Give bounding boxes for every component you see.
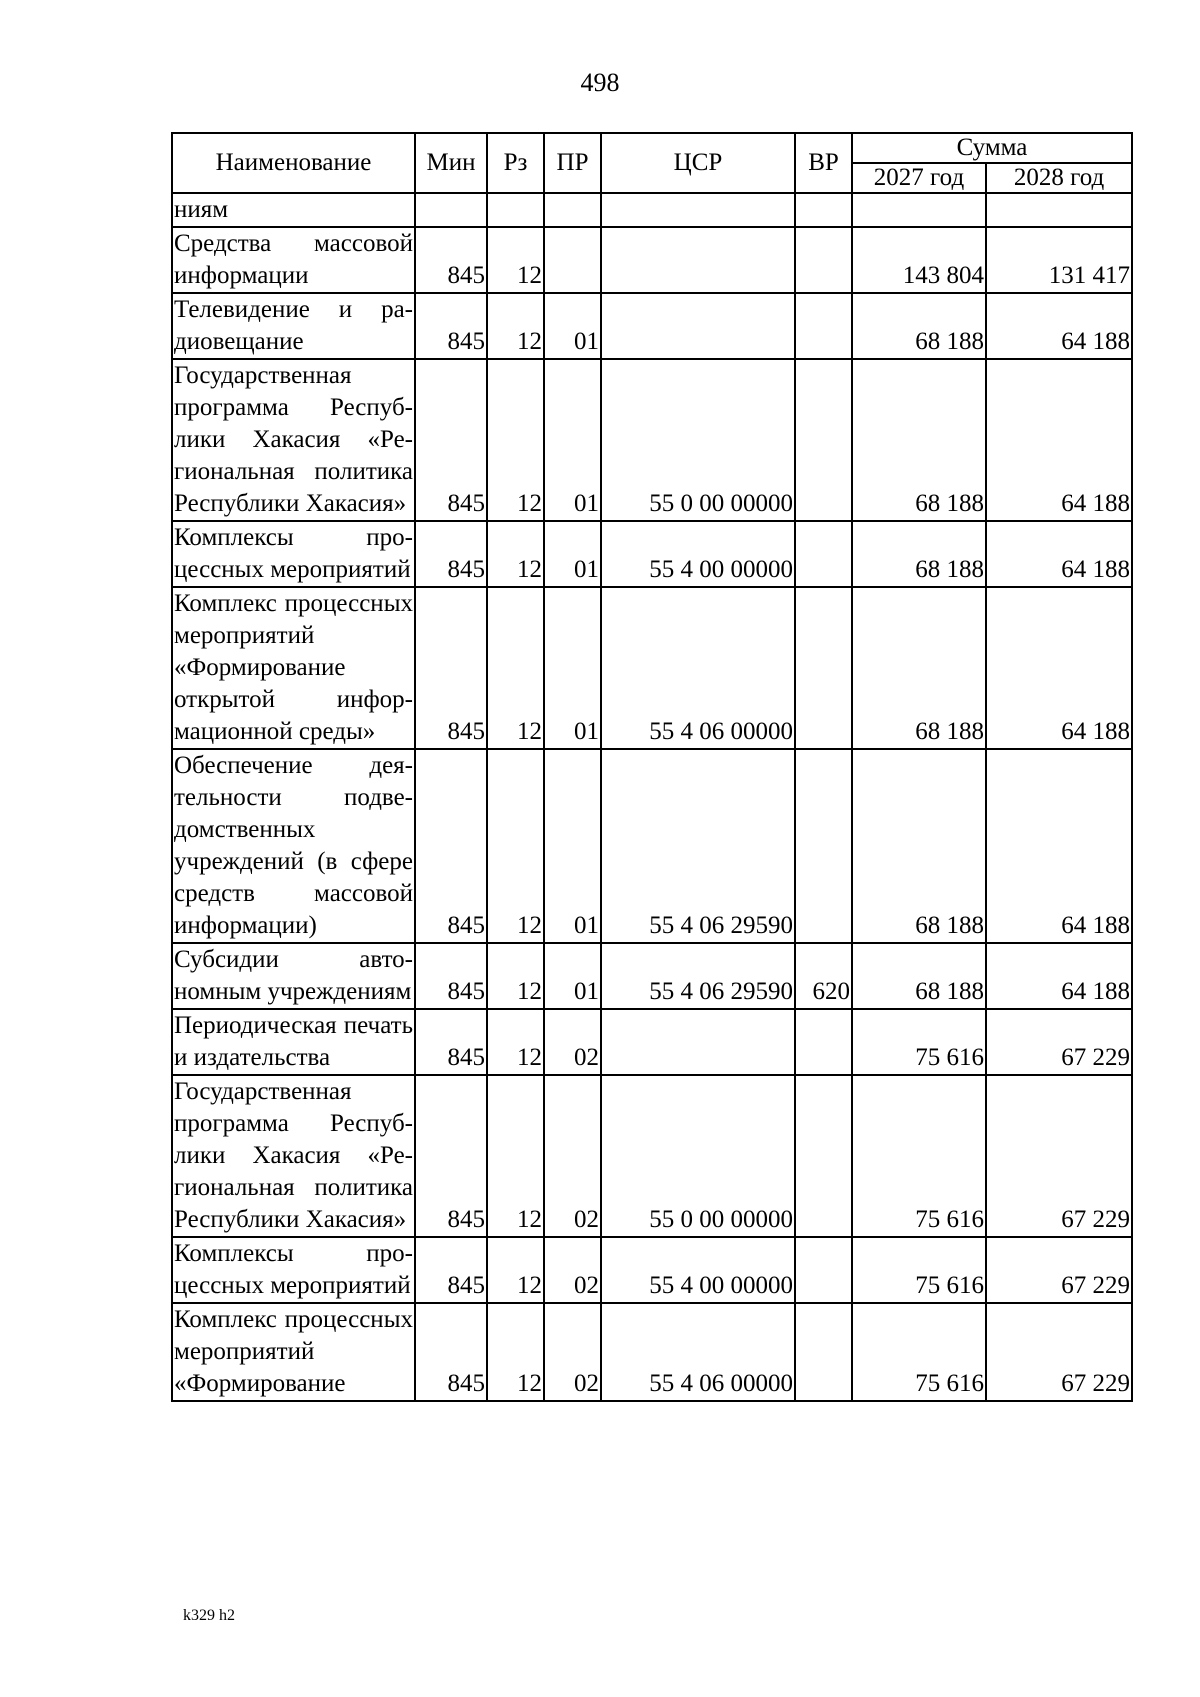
cell-vr (795, 1075, 852, 1237)
cell-pr: 01 (544, 587, 601, 749)
cell-csr (601, 227, 795, 293)
cell-vr (795, 1237, 852, 1303)
cell-sum-2027: 68 188 (852, 521, 986, 587)
header-year-2027: 2027 год (852, 163, 986, 193)
cell-min: 845 (415, 293, 487, 359)
cell-rz: 12 (487, 1009, 544, 1075)
header-vr: ВР (795, 133, 852, 193)
cell-name: Государственная программа Республики Хакасия «Региональная политика Республики Хакасия» (172, 1075, 415, 1237)
cell-sum-2028: 67 229 (986, 1237, 1132, 1303)
cell-min (415, 193, 487, 227)
cell-pr: 02 (544, 1075, 601, 1237)
cell-csr: 55 4 06 00000 (601, 587, 795, 749)
header-year-2028: 2028 год (986, 163, 1132, 193)
cell-pr: 02 (544, 1237, 601, 1303)
cell-name: ниям (172, 193, 415, 227)
cell-name: Обеспечение деятельности подведомственных учреждений (в сфере средств массовой информации) (172, 749, 415, 943)
cell-vr: 620 (795, 943, 852, 1009)
cell-sum-2028: 67 229 (986, 1303, 1132, 1401)
cell-name: Комплексы процессных мероприятий (172, 521, 415, 587)
cell-min: 845 (415, 1237, 487, 1303)
cell-sum-2028: 64 188 (986, 943, 1132, 1009)
cell-sum-2028: 64 188 (986, 359, 1132, 521)
cell-csr: 55 4 00 00000 (601, 1237, 795, 1303)
cell-name: Комплексы процессных мероприятий (172, 1237, 415, 1303)
cell-vr (795, 359, 852, 521)
cell-rz: 12 (487, 1075, 544, 1237)
cell-sum-2027: 75 616 (852, 1009, 986, 1075)
cell-sum-2027: 68 188 (852, 359, 986, 521)
table-row (172, 1009, 1132, 1075)
cell-min: 845 (415, 943, 487, 1009)
cell-vr (795, 193, 852, 227)
header-pr: ПР (544, 133, 601, 193)
cell-csr: 55 4 06 29590 (601, 943, 795, 1009)
header-rz: Рз (487, 133, 544, 193)
table-body (172, 193, 1132, 1401)
cell-pr: 02 (544, 1303, 601, 1401)
cell-rz: 12 (487, 749, 544, 943)
cell-sum-2027: 75 616 (852, 1075, 986, 1237)
table-row (172, 1075, 1132, 1237)
cell-vr (795, 521, 852, 587)
cell-sum-2027: 75 616 (852, 1303, 986, 1401)
cell-sum-2027: 75 616 (852, 1237, 986, 1303)
cell-name: Средства массовой информации (172, 227, 415, 293)
cell-min: 845 (415, 227, 487, 293)
budget-table (171, 132, 1133, 1402)
cell-vr (795, 227, 852, 293)
cell-sum-2028: 64 188 (986, 749, 1132, 943)
cell-rz: 12 (487, 359, 544, 521)
cell-vr (795, 1009, 852, 1075)
cell-sum-2028: 64 188 (986, 587, 1132, 749)
cell-sum-2027: 68 188 (852, 943, 986, 1009)
cell-min: 845 (415, 749, 487, 943)
table-row (172, 293, 1132, 359)
cell-csr (601, 1009, 795, 1075)
cell-pr (544, 193, 601, 227)
cell-sum-2028: 64 188 (986, 293, 1132, 359)
cell-vr (795, 587, 852, 749)
cell-csr (601, 293, 795, 359)
table-row (172, 193, 1132, 227)
cell-name: Государственная программа Республики Хакасия «Региональная политика Республики Хакасия» (172, 359, 415, 521)
cell-min: 845 (415, 359, 487, 521)
cell-rz: 12 (487, 1237, 544, 1303)
cell-rz: 12 (487, 943, 544, 1009)
cell-csr (601, 193, 795, 227)
cell-min: 845 (415, 587, 487, 749)
table-row (172, 1303, 1132, 1401)
table-row (172, 587, 1132, 749)
cell-min: 845 (415, 1303, 487, 1401)
cell-sum-2027: 68 188 (852, 587, 986, 749)
table-row (172, 359, 1132, 521)
cell-vr (795, 749, 852, 943)
cell-csr: 55 4 06 00000 (601, 1303, 795, 1401)
cell-min: 845 (415, 521, 487, 587)
cell-pr: 01 (544, 749, 601, 943)
cell-rz (487, 193, 544, 227)
header-name: Наименование (172, 133, 415, 193)
table-row (172, 227, 1132, 293)
table-row (172, 1237, 1132, 1303)
cell-sum-2027: 143 804 (852, 227, 986, 293)
cell-csr: 55 0 00 00000 (601, 359, 795, 521)
cell-sum-2028: 67 229 (986, 1009, 1132, 1075)
table-row (172, 749, 1132, 943)
cell-csr: 55 0 00 00000 (601, 1075, 795, 1237)
page-number: 498 (580, 68, 620, 97)
cell-pr: 01 (544, 521, 601, 587)
cell-name: Телевидение и радиовещание (172, 293, 415, 359)
cell-rz: 12 (487, 587, 544, 749)
table-row (172, 943, 1132, 1009)
cell-sum-2028: 131 417 (986, 227, 1132, 293)
cell-rz: 12 (487, 1303, 544, 1401)
cell-sum-2028: 67 229 (986, 1075, 1132, 1237)
cell-min: 845 (415, 1075, 487, 1237)
footer-code: k329 h2 (183, 1607, 235, 1624)
table-row (172, 521, 1132, 587)
cell-name: Субсидии автономным учреждениям (172, 943, 415, 1009)
cell-rz: 12 (487, 293, 544, 359)
table-header (172, 133, 1132, 193)
cell-csr: 55 4 06 29590 (601, 749, 795, 943)
cell-sum-2027 (852, 193, 986, 227)
cell-min: 845 (415, 1009, 487, 1075)
cell-name: Периодическая печать и издательства (172, 1009, 415, 1075)
cell-name: Комплекс процессных мероприятий «Формирование открытой информационной среды» (172, 587, 415, 749)
cell-sum-2028 (986, 193, 1132, 227)
cell-csr: 55 4 00 00000 (601, 521, 795, 587)
header-min: Мин (415, 133, 487, 193)
cell-sum-2027: 68 188 (852, 749, 986, 943)
cell-pr (544, 227, 601, 293)
cell-sum-2028: 64 188 (986, 521, 1132, 587)
cell-pr: 02 (544, 1009, 601, 1075)
cell-rz: 12 (487, 227, 544, 293)
cell-rz: 12 (487, 521, 544, 587)
cell-pr: 01 (544, 293, 601, 359)
header-sum: Сумма (852, 133, 1132, 163)
cell-pr: 01 (544, 359, 601, 521)
cell-vr (795, 293, 852, 359)
cell-sum-2027: 68 188 (852, 293, 986, 359)
header-csr: ЦСР (601, 133, 795, 193)
cell-name: Комплекс процессных мероприятий «Формирование (172, 1303, 415, 1401)
cell-pr: 01 (544, 943, 601, 1009)
cell-vr (795, 1303, 852, 1401)
